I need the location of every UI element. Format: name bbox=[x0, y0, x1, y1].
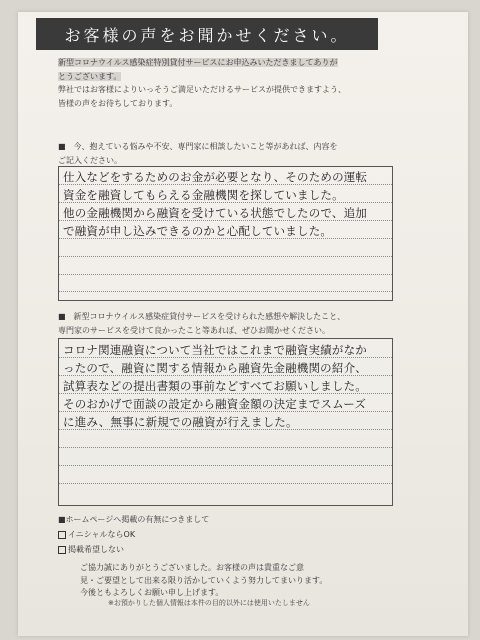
ruled-line bbox=[59, 483, 392, 484]
answer-2-line: コロナ関連融資について当社ではこれまで融資実績がなか bbox=[63, 343, 367, 357]
ruled-line bbox=[59, 256, 392, 257]
question-2-line: ■ 新型コロナウイルス感染症貸付サービスを受けられた感想や解決したこと、 bbox=[58, 312, 346, 321]
checkbox-initials[interactable] bbox=[58, 531, 66, 539]
question-2 bbox=[58, 310, 398, 338]
answer-1-line: 他の金融機関から融資を受けている状態でしたので、追加 bbox=[63, 206, 367, 220]
homepage-permission bbox=[58, 512, 209, 557]
checkbox-no-publish[interactable] bbox=[58, 546, 66, 554]
privacy-note: ※お預かりした個人情報は本件の目的以外には使用いたしません bbox=[108, 599, 310, 607]
option-initials[interactable] bbox=[58, 527, 209, 542]
option-no-publish[interactable] bbox=[58, 542, 209, 557]
page-title: お客様の声をお聞かせください。 bbox=[36, 18, 378, 50]
answer-2-line: そのおかげで面談の設定から融資金額の決定までスムーズ bbox=[63, 397, 367, 411]
intro-line: 皆様の声をお待ちしております。 bbox=[58, 98, 178, 108]
question-1-line: ご記入ください。 bbox=[58, 156, 122, 165]
ruled-line bbox=[59, 447, 392, 448]
thanks-message bbox=[80, 562, 400, 600]
intro-line: 弊社ではお客様によりいっそうご満足いただけるサービスが提供できますよう、 bbox=[58, 85, 346, 94]
answer-1-line: 資金を融資してもらえる金融機関を探していました。 bbox=[63, 188, 344, 202]
answer-1-line: で融資が申し込みできるのかと心配していました。 bbox=[63, 224, 333, 238]
ruled-line bbox=[59, 274, 392, 275]
answer-box-2[interactable] bbox=[58, 338, 393, 506]
question-1-line: ■ 今、抱えている悩みや不安、専門家に相談したいこと等があれば、内容を bbox=[58, 142, 338, 151]
intro-line: 新型コロナウイルス感染症特別貸付サービスにお申込みいただきましてありが bbox=[58, 58, 338, 67]
thanks-line: 見・ご要望として出来る限り活かしていくよう努力してまいります。 bbox=[80, 575, 328, 585]
intro-line: とうございます。 bbox=[58, 71, 122, 81]
question-2-line: 専門家のサービスを受けて良かったこと等あれば、ぜひお聞かせください。 bbox=[58, 326, 330, 335]
option-no-publish-label: 掲載希望しない bbox=[68, 545, 124, 554]
homepage-heading: ■ホームページへ掲載の有無につきまして bbox=[58, 515, 210, 524]
question-1 bbox=[58, 140, 398, 168]
answer-2-line: 試算表などの提出書類の事前などすべてお願いしました。 bbox=[63, 379, 367, 393]
answer-2-line: ったので、融資に関する情報から融資先金融機関の紹介、 bbox=[63, 361, 367, 375]
option-initials-label: イニシャルならOK bbox=[68, 530, 136, 539]
answer-2-line: に進み、無事に新規での融資が行えました。 bbox=[63, 415, 298, 429]
thanks-line: ご協力誠にありがとうございました。お客様の声は貴重なご意 bbox=[80, 563, 304, 572]
ruled-line bbox=[59, 465, 392, 466]
ruled-line bbox=[59, 291, 392, 292]
thanks-line: 今後ともよろしくお願い申し上げます。 bbox=[80, 588, 224, 597]
intro-text bbox=[58, 56, 378, 110]
answer-box-1[interactable] bbox=[58, 166, 393, 301]
answer-1-line: 仕入などをするためのお金が必要となり、そのための運転 bbox=[63, 170, 368, 184]
